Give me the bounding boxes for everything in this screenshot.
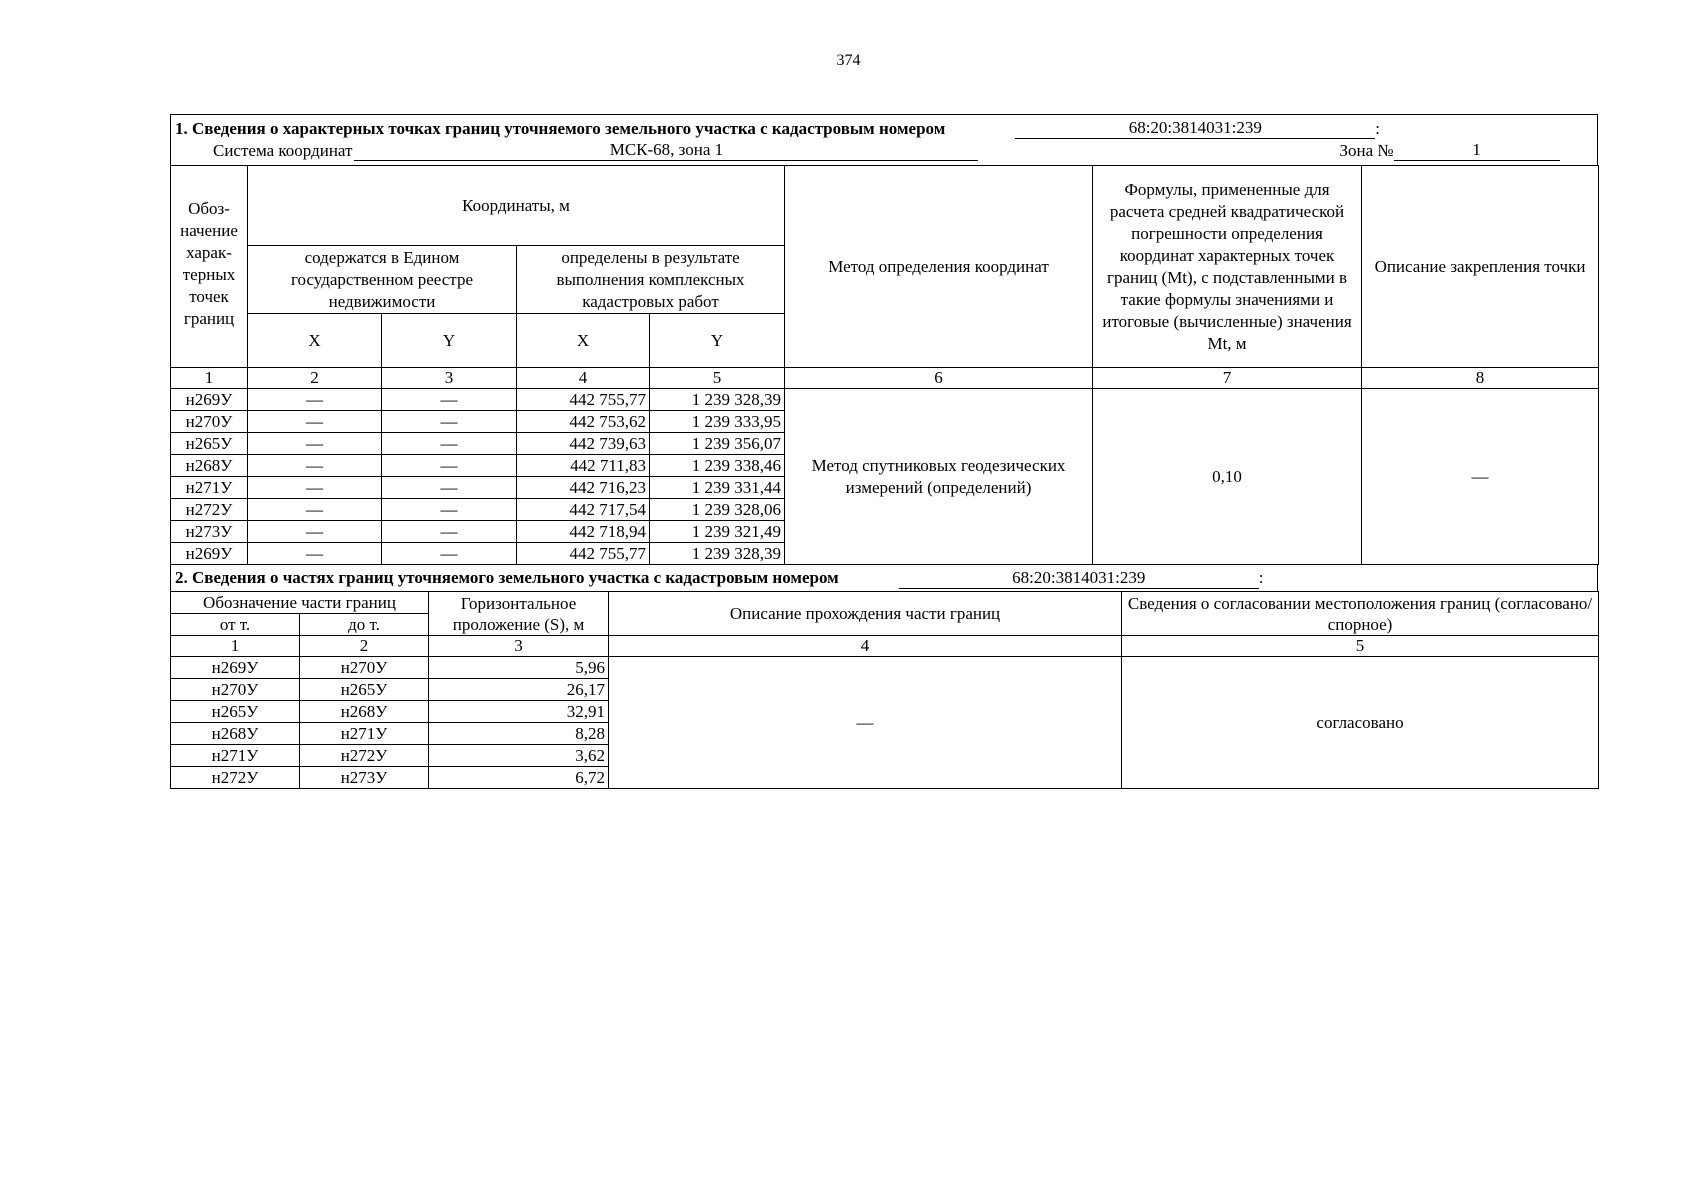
fixing-value: — xyxy=(1362,389,1599,565)
section1-colon: : xyxy=(1375,119,1381,138)
header-part-designation: Обозначение части границ xyxy=(171,592,429,614)
horizontal-value: 6,72 xyxy=(429,767,609,789)
col-number: 5 xyxy=(1122,636,1599,657)
header-y: Y xyxy=(650,314,785,368)
y-value: 1 239 338,46 xyxy=(650,455,785,477)
from-point: н270У xyxy=(171,679,300,701)
col-number: 8 xyxy=(1362,368,1599,389)
horizontal-value: 5,96 xyxy=(429,657,609,679)
horizontal-value: 3,62 xyxy=(429,745,609,767)
y-egrn: — xyxy=(382,477,517,499)
points-table xyxy=(170,165,1599,565)
x-egrn: — xyxy=(248,477,382,499)
header-to: до т. xyxy=(300,614,429,636)
point-id: н270У xyxy=(171,411,248,433)
header-y-egrn: Y xyxy=(382,314,517,368)
x-value: 442 711,83 xyxy=(517,455,650,477)
y-egrn: — xyxy=(382,543,517,565)
col-number: 7 xyxy=(1093,368,1362,389)
agreement-value: согласовано xyxy=(1122,657,1599,789)
point-id: н269У xyxy=(171,389,248,411)
to-point: н268У xyxy=(300,701,429,723)
x-egrn: — xyxy=(248,455,382,477)
x-value: 442 755,77 xyxy=(517,389,650,411)
x-egrn: — xyxy=(248,543,382,565)
header-coordinates: Координаты, м xyxy=(248,166,785,246)
y-value: 1 239 356,07 xyxy=(650,433,785,455)
from-point: н268У xyxy=(171,723,300,745)
mt-value: 0,10 xyxy=(1093,389,1362,565)
y-egrn: — xyxy=(382,433,517,455)
section2-header xyxy=(170,565,1598,591)
section2-title: 2. Сведения о частях границ уточняемого земельного участка с кадастровым номером xyxy=(175,568,839,587)
description-value: — xyxy=(609,657,1122,789)
x-egrn: — xyxy=(248,433,382,455)
header-description: Описание прохождения части границ xyxy=(609,592,1122,636)
section1-title: 1. Сведения о характерных точках границ уточняемого земельного участка с кадастровым номером xyxy=(175,119,946,138)
to-point: н272У xyxy=(300,745,429,767)
y-egrn: — xyxy=(382,455,517,477)
y-value: 1 239 328,39 xyxy=(650,543,785,565)
horizontal-value: 8,28 xyxy=(429,723,609,745)
header-in-egrn: содержатся в Едином государственном реестре недвижимости xyxy=(248,246,517,314)
y-value: 1 239 333,95 xyxy=(650,411,785,433)
coord-system-label: Система координат xyxy=(213,141,353,160)
section1-header xyxy=(170,114,1598,165)
col-number: 1 xyxy=(171,368,248,389)
x-value: 442 739,63 xyxy=(517,433,650,455)
col-number: 1 xyxy=(171,636,300,657)
header-formulas: Формулы, примененные для расчета средней квадратической погрешности определения координат характерных точек границ (Mt), с подставленными в такие формулы значениями и итоговые (вычисленные) значения Mt, м xyxy=(1093,166,1362,368)
y-value: 1 239 331,44 xyxy=(650,477,785,499)
point-id: н272У xyxy=(171,499,248,521)
x-value: 442 716,23 xyxy=(517,477,650,499)
col-number: 6 xyxy=(785,368,1093,389)
point-id: н271У xyxy=(171,477,248,499)
header-x: X xyxy=(517,314,650,368)
to-point: н271У xyxy=(300,723,429,745)
col-number: 3 xyxy=(429,636,609,657)
point-id: н265У xyxy=(171,433,248,455)
from-point: н271У xyxy=(171,745,300,767)
section2-cadastral-number: 68:20:3814031:239 xyxy=(899,568,1259,589)
x-egrn: — xyxy=(248,499,382,521)
col-number: 2 xyxy=(248,368,382,389)
header-x-egrn: X xyxy=(248,314,382,368)
col-number: 4 xyxy=(517,368,650,389)
to-point: н270У xyxy=(300,657,429,679)
header-agreement: Сведения о согласовании местоположения границ (согласовано/спорное) xyxy=(1122,592,1599,636)
y-egrn: — xyxy=(382,499,517,521)
y-value: 1 239 328,39 xyxy=(650,389,785,411)
header-from: от т. xyxy=(171,614,300,636)
table-row xyxy=(171,657,1599,679)
point-id: н273У xyxy=(171,521,248,543)
to-point: н273У xyxy=(300,767,429,789)
zone-value: 1 xyxy=(1394,140,1560,161)
header-fixing: Описание закрепления точки xyxy=(1362,166,1599,368)
section1-cadastral-number: 68:20:3814031:239 xyxy=(1015,118,1375,139)
col-number: 4 xyxy=(609,636,1122,657)
page-number: 374 xyxy=(836,52,861,69)
x-egrn: — xyxy=(248,389,382,411)
to-point: н265У xyxy=(300,679,429,701)
y-egrn: — xyxy=(382,389,517,411)
y-egrn: — xyxy=(382,521,517,543)
x-egrn: — xyxy=(248,521,382,543)
x-value: 442 718,94 xyxy=(517,521,650,543)
col-number: 2 xyxy=(300,636,429,657)
from-point: н265У xyxy=(171,701,300,723)
header-determined: определены в результате выполнения комплексных кадастровых работ xyxy=(517,246,785,314)
horizontal-value: 26,17 xyxy=(429,679,609,701)
header-horizontal: Горизонтальное проложение (S), м xyxy=(429,592,609,636)
cadastral-sheet xyxy=(170,114,1598,789)
table-row xyxy=(171,389,1599,411)
horizontal-value: 32,91 xyxy=(429,701,609,723)
method-value: Метод спутниковых геодезических измерений (определений) xyxy=(785,389,1093,565)
x-value: 442 717,54 xyxy=(517,499,650,521)
coord-system-value: МСК-68, зона 1 xyxy=(354,140,978,161)
point-id: н268У xyxy=(171,455,248,477)
header-method: Метод определения координат xyxy=(785,166,1093,368)
parts-table xyxy=(170,591,1599,789)
x-value: 442 755,77 xyxy=(517,543,650,565)
x-value: 442 753,62 xyxy=(517,411,650,433)
y-value: 1 239 328,06 xyxy=(650,499,785,521)
col-number: 3 xyxy=(382,368,517,389)
section2-colon: : xyxy=(1258,568,1264,587)
point-id: н269У xyxy=(171,543,248,565)
y-egrn: — xyxy=(382,411,517,433)
y-value: 1 239 321,49 xyxy=(650,521,785,543)
header-designation: Обоз- начение харак- терных точек границ xyxy=(171,166,248,368)
from-point: н272У xyxy=(171,767,300,789)
zone-label: Зона № xyxy=(1339,141,1394,160)
x-egrn: — xyxy=(248,411,382,433)
col-number: 5 xyxy=(650,368,785,389)
from-point: н269У xyxy=(171,657,300,679)
